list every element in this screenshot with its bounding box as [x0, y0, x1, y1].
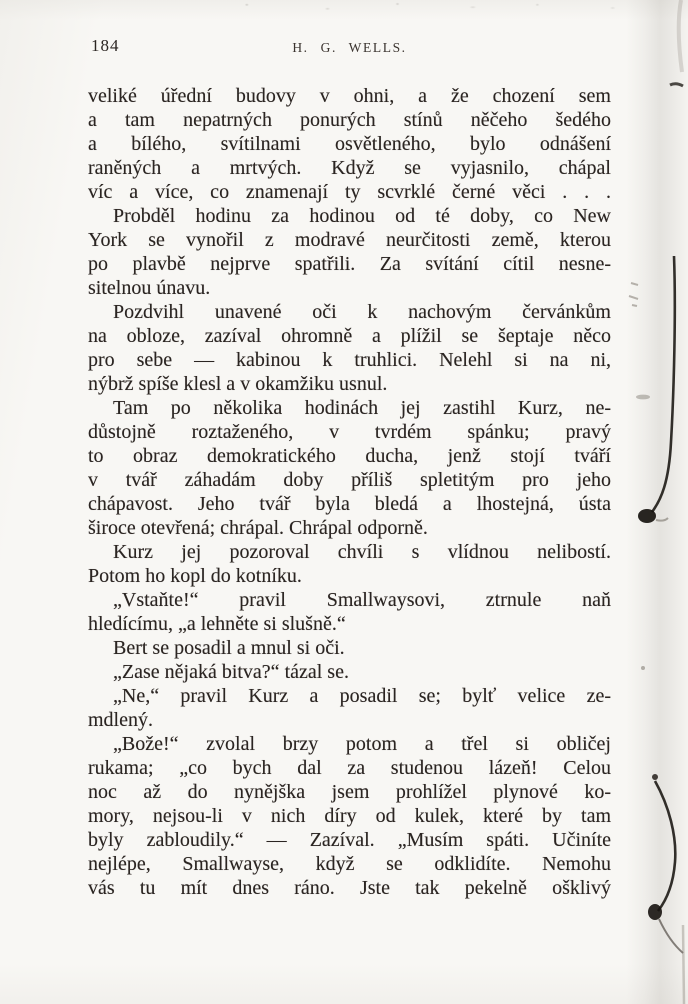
- text-line: sitelnou únavu.: [88, 277, 211, 299]
- text-line: důstojně roztaženého, v tvrdém spánku; pravý: [88, 421, 611, 443]
- text-line: Potom ho kopl do kotníku.: [88, 565, 302, 587]
- text-line: to obraz demokratického ducha, jenž stojí tváří: [88, 445, 611, 467]
- text-line: po plavbě nejprve spatřili. Za svítání cítil nesne-: [88, 253, 611, 275]
- text-line: mdlený.: [88, 709, 153, 731]
- page-body: [88, 84, 611, 900]
- text-line: široce otevřená; chrápal. Chrápal odporně.: [88, 517, 428, 539]
- text-line: vás tu mít dnes ráno. Jste tak pekelně ošklivý: [88, 877, 611, 899]
- text-line: víc a více, co znamenají ty scvrklé černé věci . . .: [88, 181, 611, 203]
- text-line: a bílého, svítilnami osvětleného, bylo odnášení: [88, 133, 611, 155]
- text-line: „Zase nějaká bitva?“ tázal se.: [113, 661, 349, 683]
- text-line: nejlépe, Smallwayse, když se odklidíte. Nemohu: [88, 853, 611, 875]
- text-line: „Vstaňte!“ pravil Smallwaysovi, ztrnule naň: [113, 589, 611, 611]
- text-line: „Bože!“ zvolal brzy potom a třel si obličej: [113, 733, 611, 755]
- binding-shadow: [626, 0, 688, 1004]
- text-line: na obloze, zazíval ohromně a plížil se šeptaje něco: [88, 325, 611, 347]
- text-line: mory, nejsou-li v nich díry od kulek, které by tam: [88, 805, 611, 827]
- text-line: pro sebe — kabinou k truhlici. Nelehl si na ni,: [88, 349, 611, 371]
- text-line: Pozdvihl unavené oči k nachovým červánkům: [113, 301, 611, 323]
- text-line: byly zabloudily.“ — Zazíval. „Musím spáti. Učiníte: [88, 829, 611, 851]
- text-line: chápavost. Jeho tvář byla bledá a lhostejná, ústa: [88, 493, 611, 515]
- text-line: hledícímu, „a lehněte si slušně.“: [88, 613, 346, 635]
- text-line: a tam nepatrných ponurých stínů něčeho šedého: [88, 109, 611, 131]
- page-number: 184: [91, 36, 120, 55]
- text-line: Bert se posadil a mnul si oči.: [113, 637, 345, 659]
- text-line: rukama; „co bych dal za studenou lázeň! Celou: [88, 757, 611, 779]
- text-line: v tvář záhadám doby příliš spletitým pro jeho: [88, 469, 611, 491]
- running-header-title: H. G. WELLS.: [292, 40, 407, 55]
- text-line: noc až do nynějška jsem prohlížel plynové ko-: [88, 781, 611, 803]
- text-line: York se vynořil z modravé neurčitosti země, kterou: [88, 229, 611, 251]
- text-line: Kurz jej pozoroval chvíli s vlídnou nelibostí.: [113, 541, 611, 563]
- text-line: raněných a mrtvých. Když se vyjasnilo, chápal: [88, 157, 611, 179]
- text-line: Tam po několika hodinách jej zastihl Kurz, ne-: [113, 397, 611, 419]
- text-line: „Ne,“ pravil Kurz a posadil se; bylť velice ze-: [113, 685, 611, 707]
- scan-noise-speckles: [150, 0, 688, 16]
- text-line: Probděl hodinu za hodinou od té doby, co New: [113, 205, 611, 227]
- text-line: nýbrž spíše klesl a v okamžiku usnul.: [88, 373, 388, 395]
- text-line: veliké úřední budovy v ohni, a že chození sem: [88, 85, 611, 107]
